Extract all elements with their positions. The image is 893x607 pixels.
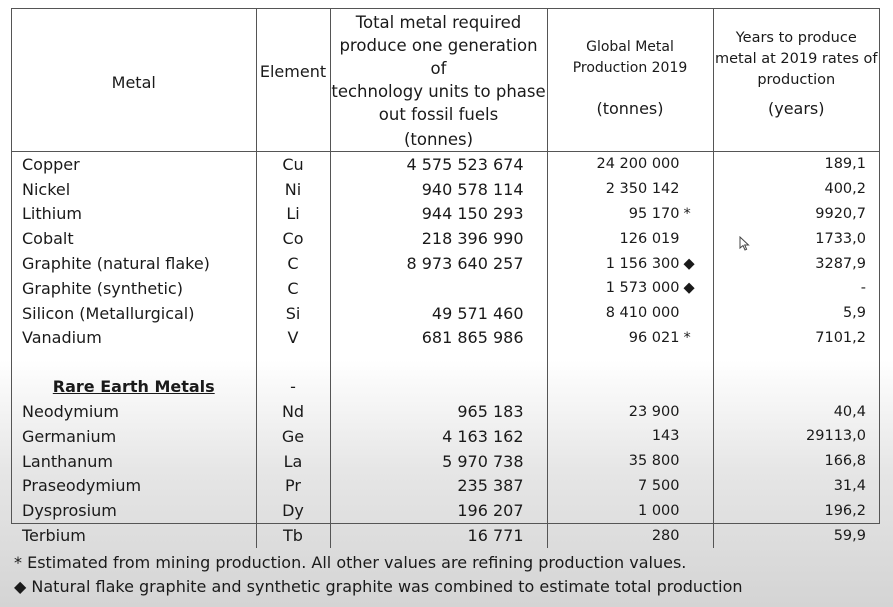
global-production-value: 7 500 [637,477,680,494]
header-total-line: out fossil fuels [378,105,499,124]
element-symbol-cell: Li [256,202,330,227]
global-production-value: 35 800 [628,453,680,470]
empty-cell [547,350,713,374]
empty-cell [12,350,256,374]
element-symbol-cell: Cu [256,152,330,177]
metal-name-cell: Silicon (Metallurgical) [22,303,195,323]
element-symbol-cell: La [256,449,330,474]
empty-cell [713,350,879,374]
global-production-value: 1 000 [637,502,680,519]
element-symbol-cell: V [256,326,330,351]
years-to-produce-cell: 7101,2 [713,326,879,351]
table-row [12,276,879,301]
footnote-graphite: ◆ Natural flake graphite and synthetic graphite was combined to estimate total production [14,577,743,596]
header-years-unit: (years) [767,99,825,118]
total-required-cell: 5 970 738 [330,449,547,474]
element-symbol-cell: Dy [256,498,330,523]
global-production-value: 1 573 000 [605,280,680,297]
empty-cell [330,374,547,399]
years-to-produce-cell: 9920,7 [713,202,879,227]
metal-name-cell: Terbium [22,526,86,546]
total-required-cell: 196 207 [330,498,547,523]
global-production-value: 8 410 000 [605,305,680,322]
table-row [12,449,879,474]
years-to-produce-cell: 400,2 [713,177,879,202]
table-row [12,474,879,499]
total-required-cell: 940 578 114 [330,177,547,202]
global-production-value: 1 156 300 [605,255,680,272]
total-required-cell: 4 163 162 [330,424,547,449]
years-to-produce-cell: 1733,0 [713,226,879,251]
table-row [12,326,879,351]
metal-name-cell: Graphite (synthetic) [22,278,183,298]
years-to-produce-cell: 29113,0 [713,424,879,449]
global-production-cell [547,301,713,326]
years-to-produce-cell: 3287,9 [713,251,879,276]
global-production-value: 96 021 [628,329,680,346]
years-to-produce-cell: 189,1 [713,152,879,177]
global-production-cell [547,498,713,523]
years-to-produce-cell: 59,9 [713,523,879,548]
metal-name-cell: Lanthanum [22,451,113,471]
years-to-produce-cell: 5,9 [713,301,879,326]
footnote-marker: ◆ [683,255,695,272]
global-production-cell [547,474,713,499]
table-row [12,523,879,548]
empty-cell [256,350,330,374]
total-required-cell: 944 150 293 [330,202,547,227]
total-required-cell: 4 575 523 674 [330,152,547,177]
global-production-cell [547,251,713,276]
total-required-cell: 965 183 [330,399,547,424]
element-symbol-cell: Nd [256,399,330,424]
header-years [713,9,879,152]
table-row [12,498,879,523]
global-production-cell [547,424,713,449]
metal-name-cell: Cobalt [22,229,74,249]
metal-name-cell: Copper [22,154,80,174]
header-global-unit: (tonnes) [596,99,664,118]
global-production-value: 23 900 [628,403,680,420]
global-production-cell [547,276,713,301]
total-required-cell [330,276,547,301]
table-row [12,177,879,202]
element-symbol-cell: Pr [256,474,330,499]
header-row [12,9,879,152]
header-element-label: Element [259,61,327,81]
header-total [330,9,547,152]
years-to-produce-cell: 40,4 [713,399,879,424]
element-symbol-cell: Ni [256,177,330,202]
element-symbol-cell: Co [256,226,330,251]
section-title-rare-earth: Rare Earth Metals [52,377,215,397]
mouse-cursor-icon [739,236,751,252]
header-element [256,9,330,152]
total-required-cell: 16 771 [330,523,547,548]
years-to-produce-cell: 166,8 [713,449,879,474]
footnote-marker: * [683,205,691,222]
header-total-line: technology units to phase [331,82,546,101]
header-years-line: Years to produce [735,30,857,46]
header-years-line: production [757,72,836,88]
global-production-cell [547,326,713,351]
metal-name-cell: Neodymium [22,402,119,422]
footnote-marker: ◆ [683,280,695,297]
element-symbol-cell: C [256,251,330,276]
total-required-cell: 8 973 640 257 [330,251,547,276]
table-row [12,202,879,227]
header-total-unit: (tonnes) [403,130,474,149]
global-production-cell [547,523,713,548]
global-production-cell [547,152,713,177]
global-production-cell [547,202,713,227]
total-required-cell: 235 387 [330,474,547,499]
global-production-cell [547,449,713,474]
element-symbol-cell: Si [256,301,330,326]
global-production-value: 126 019 [619,230,680,247]
metal-name-cell: Vanadium [22,328,102,348]
footnote-estimated: * Estimated from mining production. All other values are refining production values. [14,553,687,572]
years-to-produce-cell: - [713,276,879,301]
footnote-marker: * [683,329,691,346]
global-production-value: 2 350 142 [605,181,680,198]
header-global-line: Global Metal [586,39,674,55]
global-production-value: 143 [651,428,680,445]
header-total-line: produce one generation of [339,36,538,78]
global-production-cell [547,226,713,251]
metal-requirements-table [11,8,880,546]
section-row [12,374,879,399]
table-row [12,424,879,449]
footnotes [14,551,743,599]
metal-name-cell: Praseodymium [22,476,142,496]
element-symbol-cell: Tb [256,523,330,548]
section-element-dash: - [256,374,330,399]
header-total-line: Total metal required [355,13,522,32]
global-production-cell [547,399,713,424]
metal-name-cell: Nickel [22,179,71,199]
empty-cell [547,374,713,399]
header-global-line: Production 2019 [572,60,688,76]
spacer-row [12,350,879,374]
empty-cell [713,374,879,399]
table-row [12,399,879,424]
header-metal-label: Metal [111,72,156,92]
metal-name-cell: Graphite (natural flake) [22,254,210,274]
table-body [12,152,879,548]
table-row [12,152,879,177]
global-production-value: 24 200 000 [596,156,680,173]
global-production-value: 95 170 [628,205,680,222]
total-required-cell: 49 571 460 [330,301,547,326]
metal-name-cell: Germanium [22,426,117,446]
global-production-value: 280 [651,527,680,544]
table-row [12,301,879,326]
metal-name-cell: Dysprosium [22,501,117,521]
global-production-cell [547,177,713,202]
element-symbol-cell: C [256,276,330,301]
years-to-produce-cell: 196,2 [713,498,879,523]
empty-cell [330,350,547,374]
table-row [12,251,879,276]
metal-name-cell: Lithium [22,204,82,224]
header-years-line: metal at 2019 rates of [714,51,878,67]
header-metal [12,9,256,152]
total-required-cell: 218 396 990 [330,226,547,251]
header-global [547,9,713,152]
element-symbol-cell: Ge [256,424,330,449]
total-required-cell: 681 865 986 [330,326,547,351]
years-to-produce-cell: 31,4 [713,474,879,499]
